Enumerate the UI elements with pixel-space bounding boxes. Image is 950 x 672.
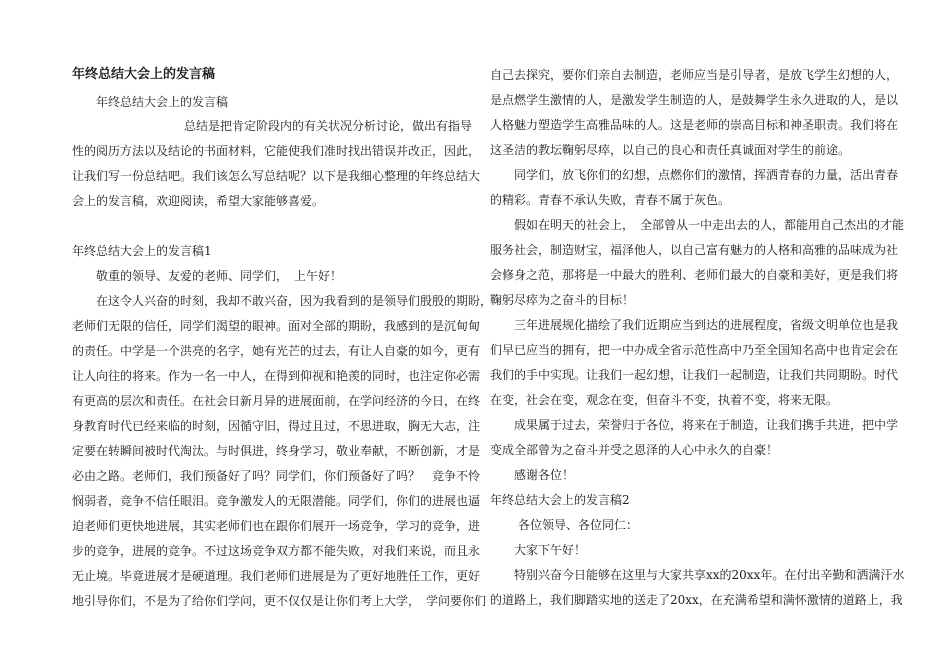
body-line: 三年进展规化描绘了我们近期应当到达的进展程度，省级文明单位也是我	[514, 318, 899, 332]
body-line: 无止境。毕竟进展才是硬道理。我们老师们进展是为了更好地胜任工作，更好	[72, 569, 481, 583]
section-heading: 年终总结大会上的发言稿1	[72, 244, 212, 258]
body-line: 必由之路。老师们，我们预备好了吗？同学们，你们预备好了吗？ 竞争不怜	[72, 469, 481, 483]
body-line: 的精彩。青春不承认失败，青春不属于灰色。	[490, 193, 731, 207]
body-line: 同学们，放飞你们的幻想，点燃你们的激情，挥洒青春的力量，活出青春	[514, 168, 899, 182]
body-line: 是点燃学生激情的人，是激发学生制造的人，是鼓舞学生永久进取的人，是以	[490, 93, 899, 107]
body-line: 总结是把肯定阶段内的有关状况分析讨论，做出有指导	[184, 119, 473, 133]
body-line: 悯弱者，竞争不信任眼泪。竞争激发人的无限潜能。同学们，你们的进展也逼	[72, 494, 481, 508]
body-line: 定要在转瞬间被时代淘汰。与时俱进，终身学习，敬业奉献，不断创新，才是	[72, 444, 481, 458]
salutation-line: 敬重的领导、友爱的老师、同学们， 上午好！	[96, 269, 343, 283]
body-line: 感谢各位！	[514, 468, 575, 482]
body-line: 特别兴奋今日能够在这里与大家共享xx的20xx年。在付出辛勤和洒满汗水	[514, 568, 905, 582]
body-line: 们早已应当的拥有，把一中办成全省示范性高中乃至全国知名高中也肯定会在	[490, 343, 899, 357]
section-heading: 年终总结大会上的发言稿2	[490, 493, 630, 507]
body-line: 鞠躬尽瘁为之奋斗的目标！	[490, 293, 635, 307]
document-title: 年终总结大会上的发言稿	[72, 67, 216, 82]
body-line: 让我们写一份总结吧。我们该怎么写总结呢？以下是我细心整理的年终总结大	[72, 169, 481, 183]
body-line: 变成全部曾为之奋斗并受之恩泽的人心中永久的自豪！	[490, 443, 779, 457]
body-line: 身教育时代已经来临的时刻，因循守旧，得过且过，不思进取，胸无大志，注	[72, 419, 481, 433]
body-line: 步的竞争，进展的竞争。不过这场竞争双方都不能失败，对我们来说，而且永	[72, 544, 481, 558]
body-line: 有更高的层次和责任。在社会日新月异的进展面前，在学问经济的今日，在终	[72, 394, 481, 408]
body-line: 服务社会，制造财宝，福泽他人，以自己富有魅力的人格和高雅的品味成为社	[490, 243, 899, 257]
body-line: 迫老师们更快地进展，其实老师们也在跟你们展开一场竞争，学习的竞争，进	[72, 519, 481, 533]
body-line: 成果属于过去，荣誉归于各位，将来在于制造，让我们携手共进，把中学	[514, 418, 899, 432]
body-line: 我们的手中实现。让我们一起幻想，让我们一起制造，让我们共同期盼。时代	[490, 368, 899, 382]
greeting-line: 大家下午好！	[514, 543, 587, 557]
salutation-line: 各位领导、各位同仁：	[518, 518, 639, 532]
body-line: 这圣洁的教坛鞠躬尽瘁，以自己的良心和责任真诚面对学生的前途。	[490, 143, 851, 157]
body-line: 性的阅历方法以及结论的书面材料，它能使我们准时找出错误并改正，因此，	[72, 144, 481, 158]
body-line: 地引导你们，不是为了给你们学问，更不仅仅是让你们考上大学， 学问要你们	[72, 594, 487, 608]
subtitle-line: 年终总结大会上的发言稿	[96, 95, 229, 109]
body-line: 的道路上，我们脚踏实地的送走了20xx，在充满希望和满怀激情的道路上，我	[490, 593, 903, 607]
body-line: 的责任。中学是一个洪亮的名字，她有光芒的过去，有让人自豪的如今，更有	[72, 344, 481, 358]
body-line: 让人向往的将来。作为一名一中人，在得到仰视和艳羡的同时，也注定你必需	[72, 369, 481, 383]
body-line: 在变，社会在变，观念在变，但奋斗不变，执着不变，将来无限。	[490, 393, 839, 407]
body-line: 会上的发言稿，欢迎阅读，希望大家能够喜爱。	[72, 194, 325, 208]
body-line: 假如在明天的社会上， 全部曾从一中走出去的人，都能用自己杰出的才能	[514, 218, 905, 232]
body-line: 在这令人兴奋的时刻，我却不敢兴奋，因为我看到的是领导们殷殷的期盼，	[96, 294, 493, 308]
body-line: 老师们无限的信任，同学们渴望的眼神。面对全部的期盼，我感到的是沉甸甸	[72, 319, 481, 333]
body-line: 自己去探究，要你们亲自去制造，老师应当是引导者，是放飞学生幻想的人，	[490, 68, 899, 82]
body-line: 会修身之范，那将是一中最大的胜利、老师们最大的自豪和美好，更是我们将	[490, 268, 899, 282]
body-line: 人格魅力塑造学生高雅品味的人。这是老师的崇高目标和神圣职责。我们将在	[490, 118, 899, 132]
